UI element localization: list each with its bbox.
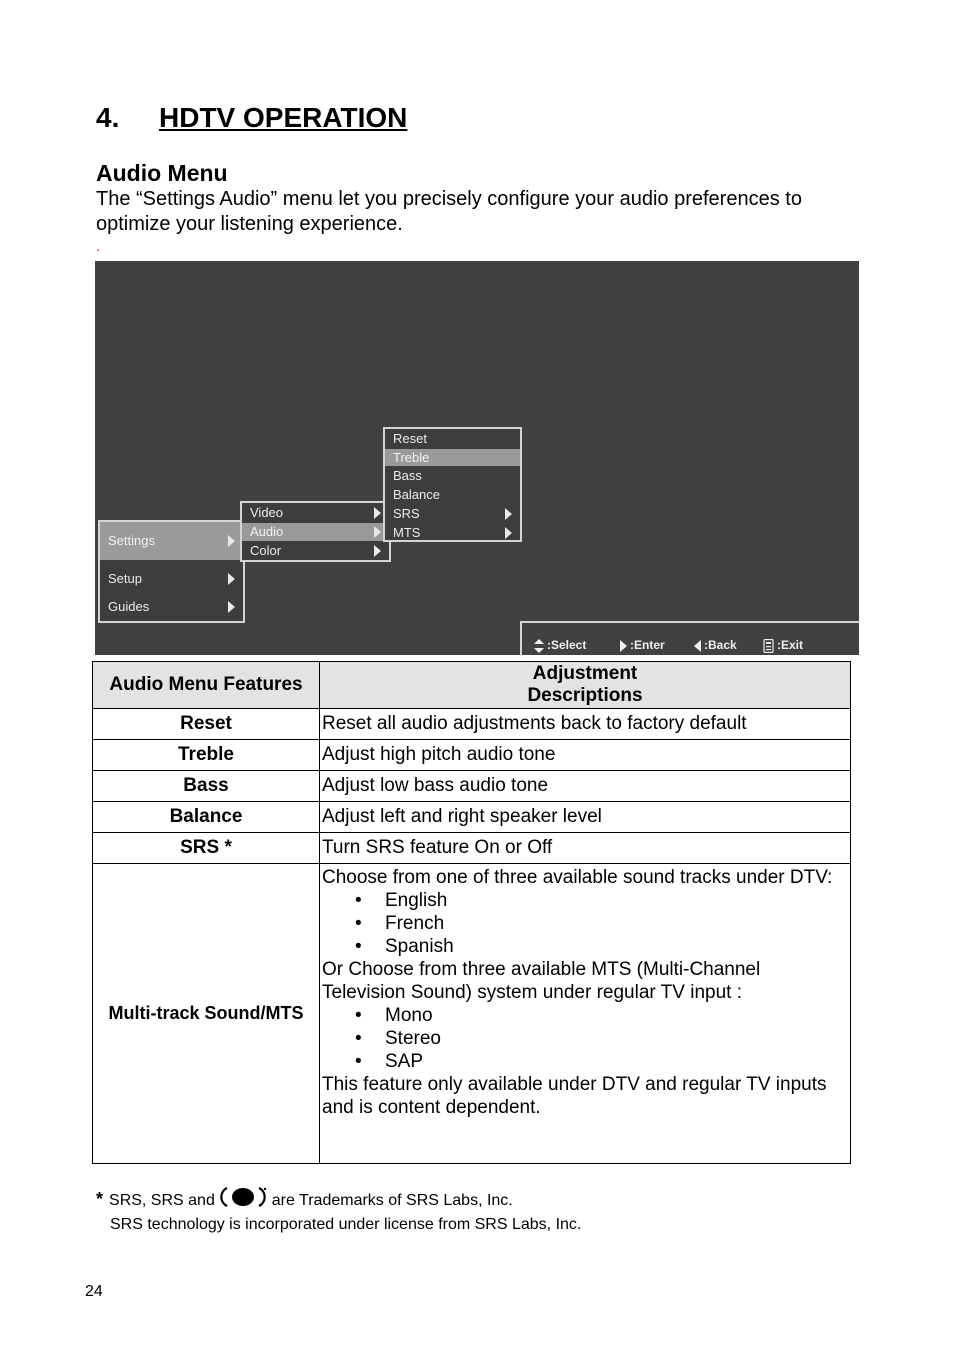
menu-item-label: MTS: [393, 525, 421, 540]
arrow-right-icon: [374, 507, 381, 519]
feature-cell: SRS *: [93, 833, 320, 864]
mts-description-cell: [320, 864, 851, 1164]
arrow-left-icon: [694, 640, 701, 652]
mts-intro: Choose from one of three available sound tracks under DTV:: [322, 867, 833, 888]
table-row: [93, 709, 851, 740]
feature-cell: Multi-track Sound/MTS: [93, 864, 320, 1164]
menu-item-guides[interactable]: [100, 594, 243, 620]
footnote-text-a: SRS, SRS and: [109, 1192, 215, 1209]
table-header-row: [93, 662, 851, 709]
menu-item-treble[interactable]: [385, 449, 520, 466]
footnote-star: *: [96, 1189, 104, 1209]
table-row: [93, 833, 851, 864]
description-cell: Reset all audio adjustments back to factory default: [320, 709, 851, 740]
menu-item-label: Settings: [108, 533, 155, 548]
menu-item-label: Balance: [393, 487, 440, 502]
srs-logo-icon: [219, 1186, 267, 1208]
table-row: [93, 740, 851, 771]
feature-cell: Balance: [93, 802, 320, 833]
arrow-right-icon: [228, 535, 235, 547]
menu-item-bass[interactable]: [385, 467, 520, 485]
footnote-line2: SRS technology is incorporated under license from SRS Labs, Inc.: [110, 1216, 582, 1233]
dtv-options-list: [322, 889, 848, 958]
tv-menu-screenshot: [95, 261, 859, 655]
help-label: :Select: [547, 638, 587, 652]
section-title: HDTV OPERATION: [159, 102, 408, 133]
menu-item-audio[interactable]: [242, 523, 389, 541]
help-label: :Back: [704, 638, 737, 652]
menu-item-reset[interactable]: [385, 430, 520, 448]
arrow-right-icon: [505, 527, 512, 539]
intro-paragraph: The “Settings Audio” menu let you precisely configure your audio preferences to optimize your listening experience.: [96, 188, 802, 235]
menu-item-label: Reset: [393, 431, 427, 446]
table-row: [93, 864, 851, 1164]
tv-options-list: [322, 1004, 848, 1073]
feature-cell: Treble: [93, 740, 320, 771]
list-item: • SAP: [322, 1050, 848, 1073]
remote-icon: [763, 639, 774, 653]
section-heading: [96, 102, 407, 134]
feature-cell: Bass: [93, 771, 320, 802]
arrow-right-icon: [620, 640, 627, 652]
arrow-right-icon: [374, 545, 381, 557]
footnote-line1: [96, 1186, 581, 1213]
footnote-text-b: are Trademarks of SRS Labs, Inc.: [271, 1192, 513, 1209]
arrow-right-icon: [228, 601, 235, 613]
menu-item-label: Guides: [108, 599, 150, 614]
feature-cell: Reset: [93, 709, 320, 740]
header-descriptions: [320, 662, 851, 709]
help-label: :Exit: [777, 638, 804, 652]
help-back: [694, 638, 737, 652]
main-menu: [98, 520, 245, 623]
menu-item-srs[interactable]: [385, 505, 520, 523]
description-cell: Adjust high pitch audio tone: [320, 740, 851, 771]
menu-item-label: Setup: [108, 571, 142, 586]
settings-submenu: [240, 501, 391, 562]
up-down-arrows-icon: [534, 639, 544, 653]
section-number: 4.: [96, 102, 120, 133]
arrow-right-icon: [228, 573, 235, 585]
description-cell: Adjust left and right speaker level: [320, 802, 851, 833]
page-number: 24: [85, 1283, 103, 1300]
description-cell: Adjust low bass audio tone: [320, 771, 851, 802]
footnote: [96, 1186, 581, 1237]
header-desc-line2: Descriptions: [527, 685, 643, 706]
table-row: [93, 771, 851, 802]
red-dot: .: [96, 238, 100, 254]
menu-item-setup[interactable]: [100, 566, 243, 592]
list-item: • English: [322, 889, 848, 912]
arrow-right-icon: [374, 526, 381, 538]
menu-item-label: Color: [250, 543, 282, 558]
header-desc-line1: Adjustment: [532, 663, 638, 684]
menu-item-balance[interactable]: [385, 486, 520, 504]
menu-item-label: Treble: [393, 450, 430, 465]
menu-item-label: SRS: [393, 506, 420, 521]
help-enter: [620, 638, 665, 652]
header-features: Audio Menu Features: [93, 662, 320, 709]
list-item: • Stereo: [322, 1027, 848, 1050]
subheading: Audio Menu: [96, 160, 228, 186]
help-select: [534, 638, 586, 653]
help-label: :Enter: [630, 638, 665, 652]
menu-item-label: Audio: [250, 524, 284, 539]
help-bar: [520, 621, 859, 655]
menu-item-video[interactable]: [242, 504, 389, 522]
audio-submenu: [383, 427, 522, 542]
arrow-right-icon: [505, 508, 512, 520]
audio-features-table: [92, 661, 851, 1164]
list-item: • Mono: [322, 1004, 848, 1027]
menu-item-label: Bass: [393, 468, 422, 483]
menu-item-color[interactable]: [242, 542, 389, 560]
mts-mid: Or Choose from three available MTS (Multi-Channel Television Sound) system under regular TV input :: [322, 959, 761, 1003]
menu-item-mts[interactable]: [385, 524, 520, 542]
description-cell: Turn SRS feature On or Off: [320, 833, 851, 864]
list-item: • French: [322, 912, 848, 935]
mts-note: This feature only available under DTV and regular TV inputs and is content dependent.: [322, 1074, 827, 1118]
menu-item-label: Video: [250, 505, 284, 520]
menu-item-settings[interactable]: [100, 522, 243, 560]
table-row: [93, 802, 851, 833]
list-item: • Spanish: [322, 935, 848, 958]
help-exit: [763, 638, 803, 653]
